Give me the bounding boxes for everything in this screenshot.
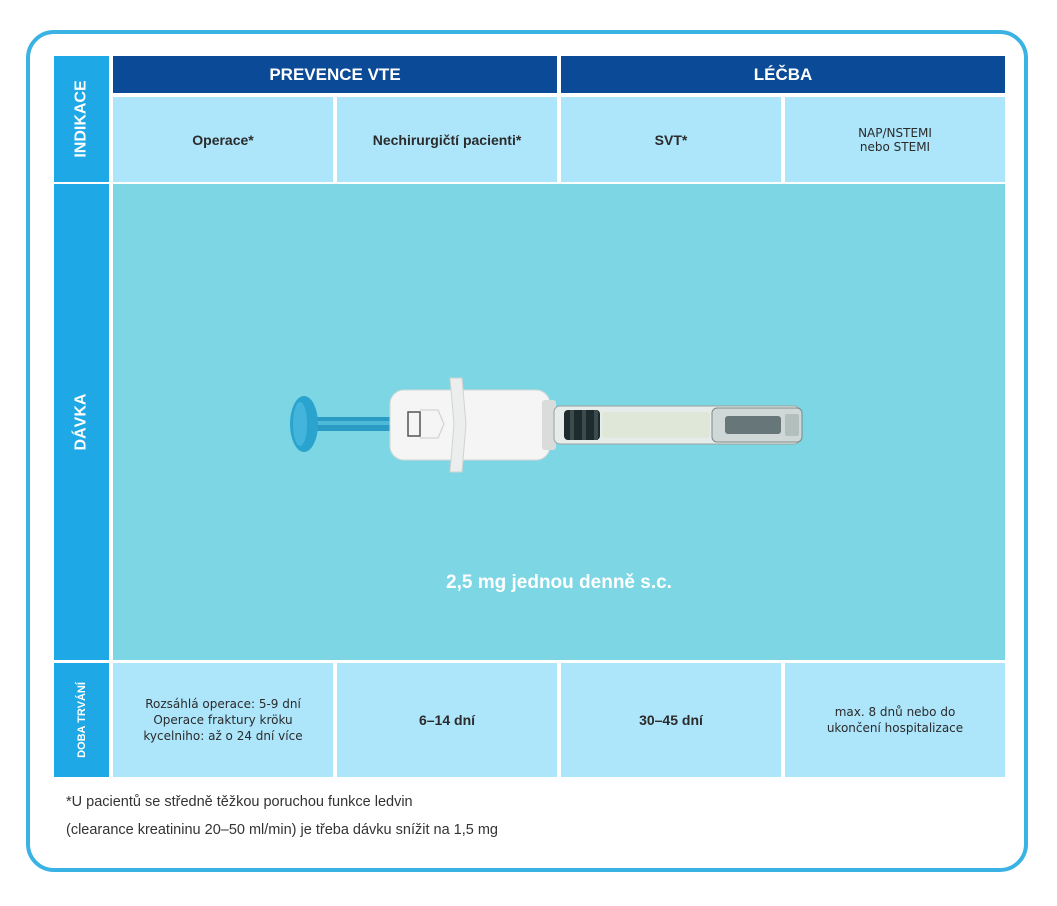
syringe-body — [390, 390, 550, 460]
side-label-dose — [54, 184, 109, 660]
header-treatment: LÉČBA — [561, 56, 1005, 93]
duration-svt: 30–45 dní — [561, 663, 781, 777]
side-label-duration-text: DOBA TRVÁNÍ — [75, 682, 88, 758]
header-prevention: PREVENCE VTE — [113, 56, 557, 93]
indication-acs — [785, 97, 1005, 182]
indication-acs-line2: nebo STEMI — [859, 139, 931, 154]
footnote-line2: (clearance kreatininu 20–50 ml/min) je třeba dávku snížit na 1,5 mg — [66, 822, 498, 838]
indication-svt: SVT* — [561, 97, 781, 182]
duration-non-surgical: 6–14 dní — [337, 663, 557, 777]
duration-surgery-line1: Rozsáhlá operace: 5-9 dní — [145, 697, 301, 711]
side-label-indication — [54, 56, 109, 182]
syringe-liquid — [602, 412, 710, 438]
duration-acs-line1: max. 8 dnů nebo do — [834, 705, 956, 719]
duration-surgery — [113, 663, 333, 777]
syringe-icon — [280, 370, 820, 480]
indication-acs-line1: NAP/NSTEMI — [858, 125, 932, 140]
dose-text: 2,5 mg jednou denně s.c. — [446, 572, 672, 593]
duration-acs-line2: ukončení hospitalizace — [826, 721, 964, 735]
duration-surgery-line2: Operace fraktury kröku — [153, 713, 293, 727]
duration-acs — [785, 663, 1005, 777]
side-label-indication-text: INDIKACE — [72, 80, 90, 158]
side-label-duration — [54, 663, 109, 777]
duration-surgery-line3: kycelniho: až o 24 dní více — [143, 729, 303, 743]
side-label-dose-text: DÁVKA — [72, 393, 90, 451]
footnote-line1: *U pacientů se středně těžkou poruchou funkce ledvin — [66, 794, 413, 810]
indication-surgery: Operace* — [113, 97, 333, 182]
indication-non-surgical: Nechirurgičtí pacienti* — [337, 97, 557, 182]
